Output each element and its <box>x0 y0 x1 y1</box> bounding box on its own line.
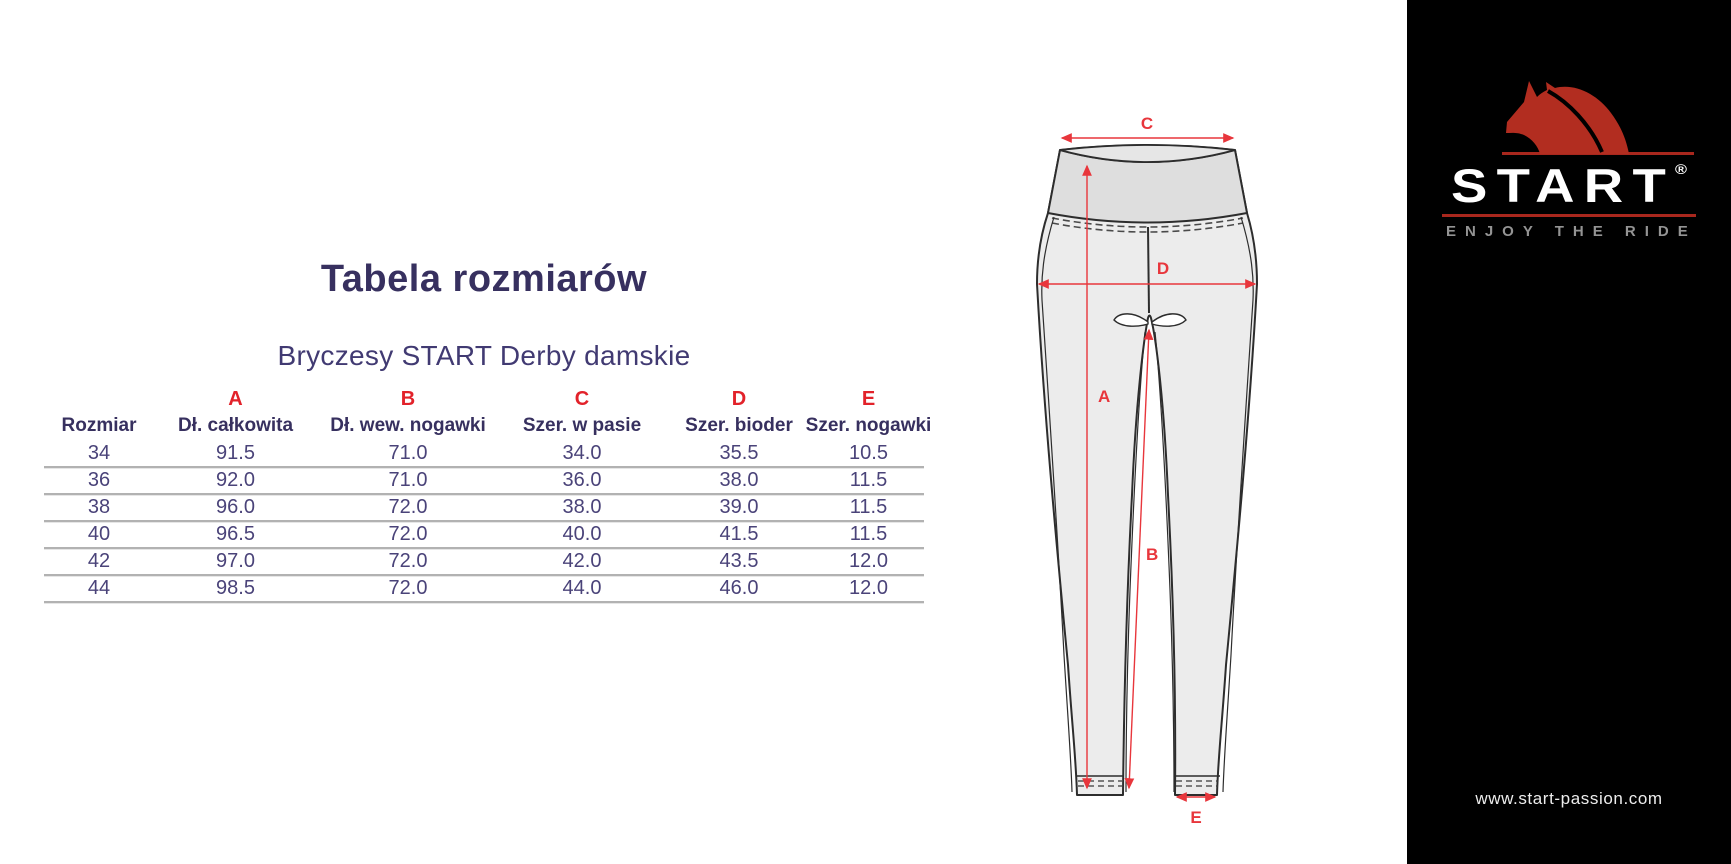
letter-c: C <box>574 387 590 410</box>
col-header-szer-nogawki: Szer. nogawki <box>805 415 932 436</box>
leggings-diagram <box>930 90 1282 835</box>
table-row: 40 96.5 72.0 40.0 41.5 11.5 <box>44 521 924 548</box>
letter-a: A <box>228 387 243 410</box>
horse-head-icon <box>1444 76 1694 160</box>
page-subtitle: Bryczesy START Derby damskie <box>277 340 691 371</box>
col-header-szer-w-pasie: Szer. w pasie <box>522 415 642 436</box>
col-header-dl-calkowita: Dł. całkowita <box>177 415 294 436</box>
leggings-body <box>1037 145 1257 795</box>
size-table <box>44 386 932 603</box>
measure-letter-row <box>44 386 924 412</box>
col-header-rozmiar: Rozmiar <box>61 415 137 436</box>
horse-silhouette <box>1506 81 1629 154</box>
measure-label-b: B <box>1146 545 1159 564</box>
brand-wordmark: START® <box>1450 159 1688 212</box>
letter-cell-empty <box>44 386 154 412</box>
letter-d: D <box>731 387 747 410</box>
brand-website: www.start-passion.com <box>1475 789 1663 808</box>
col-header-dl-wew-nogawki: Dł. wew. nogawki <box>330 415 486 436</box>
column-header-row <box>44 412 924 440</box>
registered-mark: ® <box>1675 161 1688 177</box>
measure-label-d: D <box>1156 259 1170 278</box>
start-logo <box>1442 76 1696 240</box>
center-seam <box>1148 227 1149 313</box>
letter-b: B <box>400 387 416 410</box>
table-row: 36 92.0 71.0 36.0 38.0 11.5 <box>44 467 924 494</box>
brand-panel <box>1407 0 1731 864</box>
brand-divider <box>1442 214 1696 217</box>
brand-tagline: ENJOY THE RIDE <box>1446 223 1697 240</box>
page-title: Tabela rozmiarów <box>320 258 648 300</box>
letter-e: E <box>861 387 876 410</box>
table-row: 42 97.0 72.0 42.0 43.5 12.0 <box>44 548 924 575</box>
col-header-szer-bioder: Szer. bioder <box>685 415 793 436</box>
table-row: 44 98.5 72.0 44.0 46.0 12.0 <box>44 575 924 602</box>
measure-label-c: C <box>1140 114 1154 133</box>
table-row: 38 96.0 72.0 38.0 39.0 11.5 <box>44 494 924 521</box>
table-row: 34 91.5 71.0 34.0 35.5 10.5 <box>44 440 924 467</box>
measure-label-a: A <box>1098 387 1111 406</box>
measure-label-e: E <box>1190 808 1202 827</box>
